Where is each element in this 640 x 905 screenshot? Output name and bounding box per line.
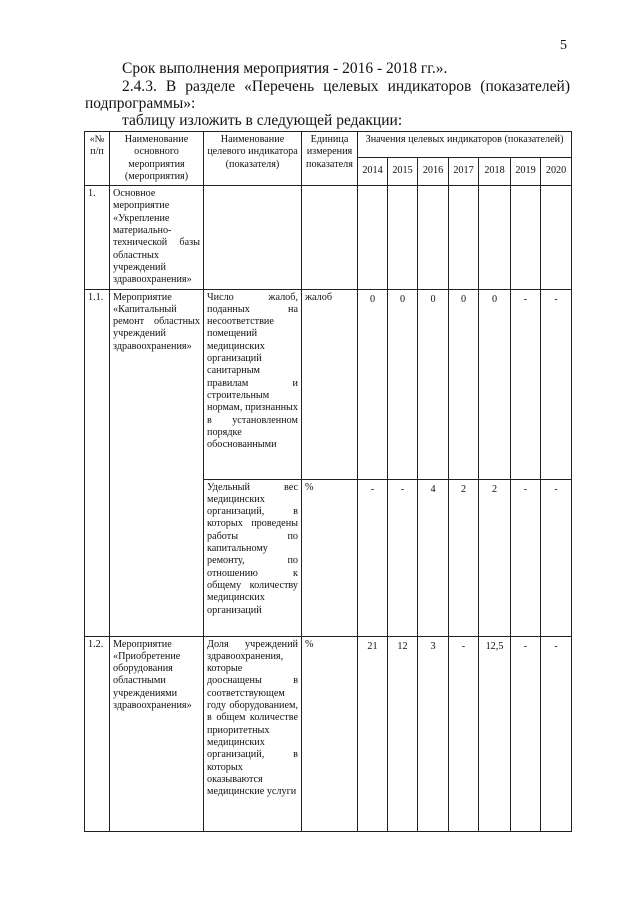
row-indicator: Доля учреждений здравоохранения, которые дооснащены в соответствующем году оборудованием, в общем количестве приоритетных медицинских организаций, в которых оказываются медицинские услуги <box>204 636 302 831</box>
row-value: 12,5 <box>479 636 511 831</box>
row-value: 2 <box>479 479 511 636</box>
row-value: - <box>449 636 479 831</box>
intro-line-1: Срок выполнения мероприятия - 2016 - 2018 гг.». <box>122 60 448 77</box>
row-value: 2 <box>449 479 479 636</box>
row-num: 1.1. <box>85 289 110 636</box>
table-row <box>85 289 572 479</box>
row-value: 3 <box>418 636 449 831</box>
row-unit: % <box>302 479 358 636</box>
table-row <box>85 186 572 289</box>
intro-line-4: таблицу изложить в следующей редакции: <box>122 112 403 129</box>
row-value: 4 <box>418 479 449 636</box>
indicators-table <box>84 131 572 832</box>
intro-line-2 <box>85 78 570 95</box>
row-indicator: Число жалоб, поданных на несоответствие помещений медицинских организаций санитарным правилам и строительным нормам, признанных в установленном порядке обоснованными <box>204 289 302 479</box>
row-value <box>388 186 418 289</box>
row-event: Мероприятие «Капитальный ремонт областных учреждений здравоохранения» <box>110 289 204 636</box>
row-value <box>358 186 388 289</box>
header-year: 2014 <box>358 157 388 186</box>
header-year: 2017 <box>449 157 479 186</box>
row-value: - <box>358 479 388 636</box>
row-unit: % <box>302 636 358 831</box>
row-value <box>511 186 541 289</box>
header-year: 2019 <box>511 157 541 186</box>
row-event: Мероприятие «Приобретение оборудования областными учреждениями здравоохранения» <box>110 636 204 831</box>
row-value: - <box>511 289 541 479</box>
row-event: Основное мероприятие «Укрепление материально-технической базы областных учреждений здравоохранения» <box>110 186 204 289</box>
header-year: 2016 <box>418 157 449 186</box>
row-value: 0 <box>449 289 479 479</box>
row-value: - <box>511 479 541 636</box>
header-year: 2020 <box>541 157 572 186</box>
row-value: - <box>511 636 541 831</box>
header-values: Значения целевых индикаторов (показателей) <box>358 132 572 158</box>
row-value: - <box>388 479 418 636</box>
row-value: 21 <box>358 636 388 831</box>
row-unit <box>302 186 358 289</box>
row-value: 0 <box>388 289 418 479</box>
row-indicator <box>204 186 302 289</box>
row-value: 0 <box>418 289 449 479</box>
row-value <box>479 186 511 289</box>
header-unit: Единица измерения показателя <box>302 132 358 186</box>
intro-line-2-text: 2.4.3. В разделе «Перечень целевых индикаторов (показателей) <box>122 78 570 95</box>
header-year: 2015 <box>388 157 418 186</box>
header-event: Наименование основного мероприятия (мероприятия) <box>110 132 204 186</box>
header-indicator: Наименование целевого индикатора (показателя) <box>204 132 302 186</box>
row-value: 12 <box>388 636 418 831</box>
row-value <box>449 186 479 289</box>
row-value <box>418 186 449 289</box>
row-value: - <box>541 479 572 636</box>
row-indicator: Удельный вес медицинских организаций, в которых проведены работы по капитальному ремонту, по отношению к общему количеству медицинских организаций <box>204 479 302 636</box>
row-value: 0 <box>358 289 388 479</box>
row-value: - <box>541 289 572 479</box>
table-row <box>85 636 572 831</box>
row-num: 1. <box>85 186 110 289</box>
row-num: 1.2. <box>85 636 110 831</box>
intro-line-3: подпрограммы»: <box>85 95 196 112</box>
row-unit: жалоб <box>302 289 358 479</box>
header-year: 2018 <box>479 157 511 186</box>
header-num: «№ п/п <box>85 132 110 186</box>
page-number: 5 <box>560 38 567 53</box>
row-value: 0 <box>479 289 511 479</box>
row-value <box>541 186 572 289</box>
row-value: - <box>541 636 572 831</box>
